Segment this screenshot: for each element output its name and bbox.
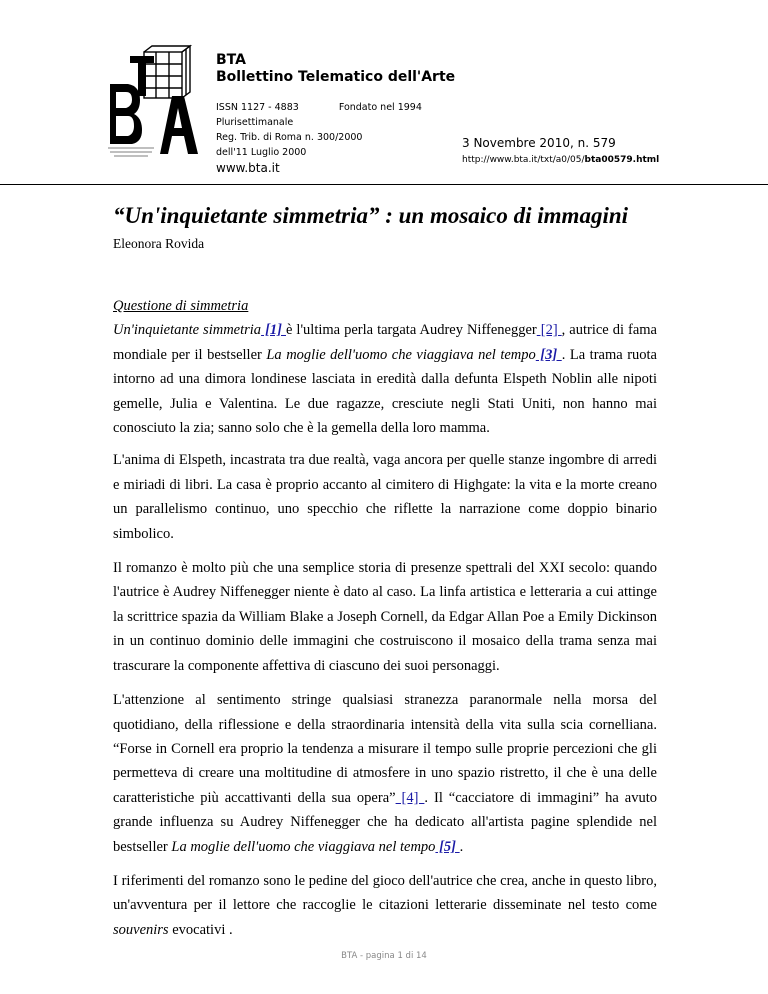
- footnote-link-5[interactable]: [5]: [435, 838, 460, 855]
- paragraph-2: L'anima di Elspeth, incastrata tra due realtà, vaga ancora per quelle stanze ingombre di arredi e miriadi di libri. La casa è proprio accanto al cimitero di Highgate: la vita e la morte creano un parallelismo continuo, uno specchio che riflette la narrazione come doppio binario simbolico.: [113, 452, 657, 542]
- footnote-link-3[interactable]: [3]: [535, 346, 562, 363]
- issue-url[interactable]: http://www.bta.it/txt/a0/05/bta00579.html: [462, 155, 660, 165]
- issn: ISSN 1127 - 4883: [216, 102, 299, 113]
- header-divider: [0, 184, 768, 185]
- footnote-link-4[interactable]: [4]: [395, 789, 425, 806]
- section-heading: Questione di simmetria: [113, 298, 249, 314]
- paragraph-4: L'attenzione al sentimento stringe qualsiasi stranezza paranormale nella morsa del quotidiano, della riflessione e della straordinaria intensità della vita sulla scia cornelliana. “Forse in Cornell era proprio la tendenza a misurare il tempo sulle proprie percezioni che gli permetteva di creare una moltitudine di atmosfere in uno spazio ristretto, il che è una delle caratteristiche più accattivanti della sua opera” [4] . Il “cacciatore di immagini” ha avuto grande influenza su Audrey Niffenegger che ha dedicato all'artista pagine splendide nel bestseller La moglie dell'uomo che viaggiava nel tempo [5] .: [113, 692, 657, 855]
- founded: Fondato nel 1994: [338, 102, 422, 113]
- frequency: Plurisettimanale: [216, 117, 294, 128]
- registration-line-2: dell'11 Luglio 2000: [216, 147, 307, 158]
- paragraph-5: I riferimenti del romanzo sono le pedine del gioco dell'autrice che crea, anche in questo libro, un'avventura per il lettore che raccoglie le citazioni letterarie disseminate nel testo come souvenirs evocativi .: [113, 872, 657, 938]
- footnote-link-2[interactable]: [2]: [536, 322, 562, 339]
- article-title: “Un'inquietante simmetria” : un mosaico di immagini: [113, 203, 629, 228]
- issue-info: [462, 135, 659, 169]
- bta-building-logo-icon: [104, 44, 204, 176]
- masthead-acronym: BTA: [216, 52, 246, 68]
- paragraph-3: Il romanzo è molto più che una semplice storia di presenze spettrali del XXI secolo: quando l'autrice è Audrey Niffenegger niente è dato al caso. La linfa artistica e letteraria a cui attinge la scrittrice spazia da William Blake a Joseph Cornell, da Edgar Allan Poe a Emily Dickinson in un continuo dominio delle immagini che costruiscono il mosaico della trama senza mai trascurare la componente affettiva di ciascuno dei suoi personaggi.: [113, 560, 657, 674]
- page-footer: BTA - pagina 1 di 14: [341, 951, 427, 961]
- website-link[interactable]: www.bta.it: [216, 161, 280, 175]
- registration-line-1: Reg. Trib. di Roma n. 300/2000: [216, 132, 363, 143]
- masthead-meta: [216, 100, 422, 160]
- article-body: [113, 294, 657, 952]
- article-author: Eleonora Rovida: [113, 236, 205, 251]
- issue-date: 3 Novembre 2010, n. 579: [462, 136, 616, 150]
- paragraph-1: Questione di simmetria Un'inquietante simmetria [1] è l'ultima perla targata Audrey Niffenegger [2] , autrice di fama mondiale per il bestseller La moglie dell'uomo che viaggiava nel tempo [3] . La trama ruota intorno ad una dimora londinese lasciata in eredità dalla defunta Elspeth Noblin alle nipoti gemelle, Julia e Valentina. Le due ragazze, cresciute negli Stati Uniti, non hanno mai conosciuto la zia; sanno solo che è la gemella della loro mamma.: [113, 294, 657, 440]
- masthead: [216, 52, 455, 98]
- footnote-link-1[interactable]: [1]: [261, 322, 286, 339]
- masthead-title: Bollettino Telematico dell'Arte: [216, 69, 456, 85]
